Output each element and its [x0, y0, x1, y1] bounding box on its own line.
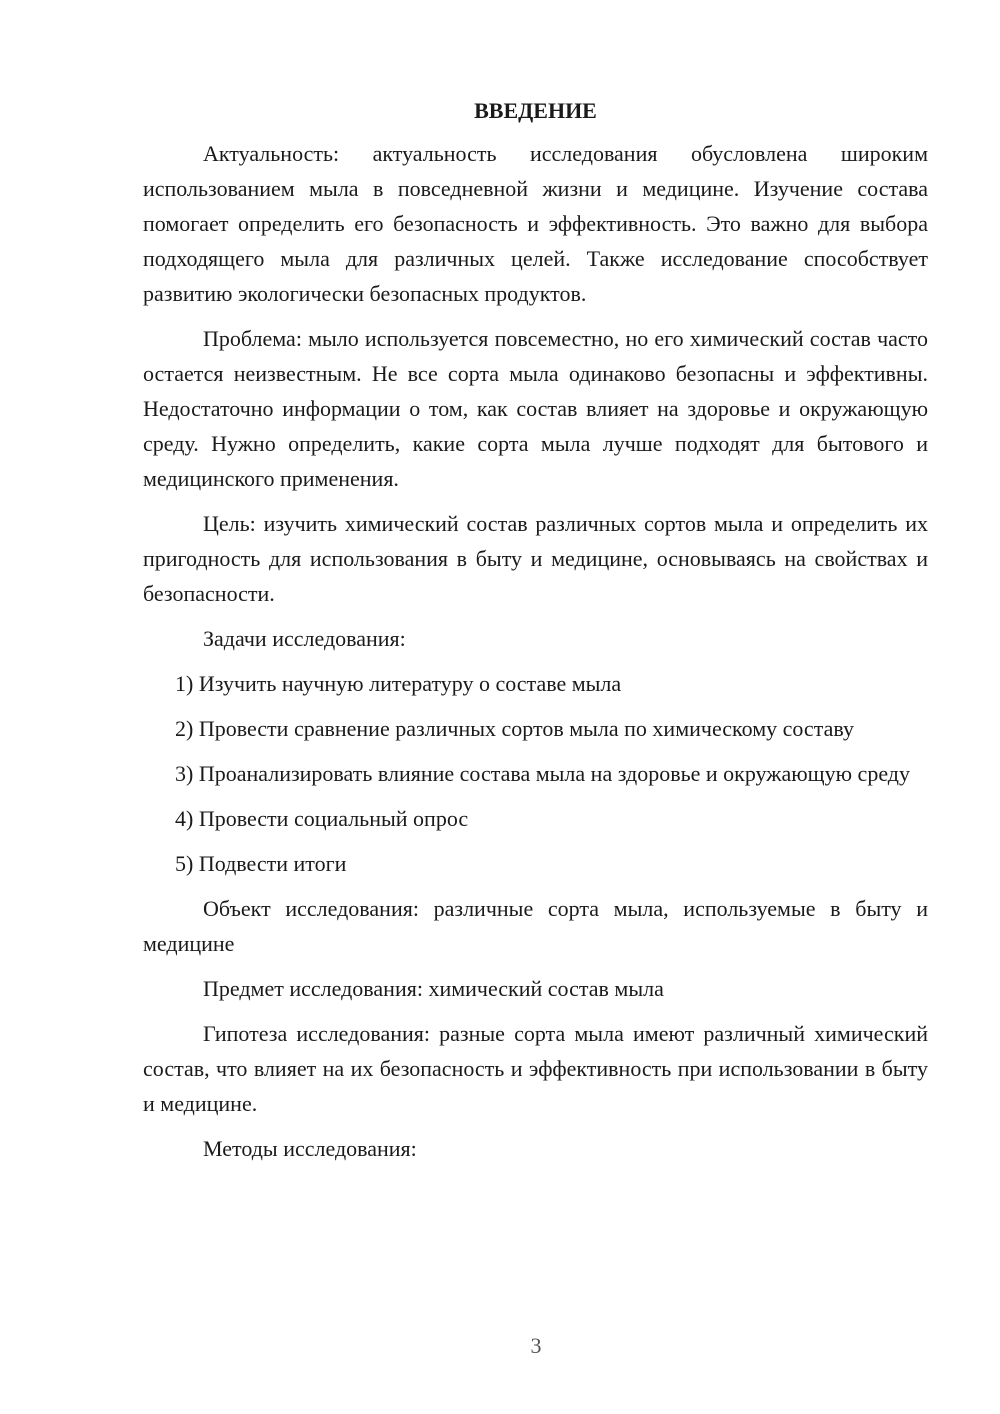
task-item: 1) Изучить научную литературу о составе мыла	[175, 671, 622, 696]
object-paragraph: Объект исследования: различные сорта мыла, используемые в быту и медицине	[143, 896, 928, 956]
page-content	[143, 96, 928, 1176]
task-item: 5) Подвести итоги	[175, 851, 347, 876]
relevance-paragraph: Актуальность: актуальность исследования обусловлена широким использованием мыла в повседневной жизни и медицине. Изучение состава помогает определить его безопасность и эффективность. Это важно для выбора подходящего мыла для различных целей. Также исследование способствует развитию экологически безопасных продуктов.	[143, 141, 928, 306]
section-title: ВВЕДЕНИЕ	[474, 98, 597, 123]
goal-paragraph: Цель: изучить химический состав различных сортов мыла и определить их пригодность для использования в быту и медицине, основываясь на свойствах и безопасности.	[143, 511, 928, 606]
methods-heading: Методы исследования:	[203, 1136, 417, 1161]
hypothesis-paragraph: Гипотеза исследования: разные сорта мыла имеют различный химический состав, что влияет на их безопасность и эффективность при использовании в быту и медицине.	[143, 1021, 928, 1116]
subject-paragraph: Предмет исследования: химический состав мыла	[203, 976, 664, 1001]
problem-paragraph: Проблема: мыло используется повсеместно, но его химический состав часто остается неизвестным. Не все сорта мыла одинаково безопасны и эффективны. Недостаточно информации о том, как состав влияет на здоровье и окружающую среду. Нужно определить, какие сорта мыла лучше подходят для бытового и медицинского применения.	[143, 326, 928, 491]
page-number: 3	[530, 1333, 542, 1358]
task-item: 2) Провести сравнение различных сортов мыла по химическому составу	[175, 716, 854, 741]
task-item: 3) Проанализировать влияние состава мыла на здоровье и окружающую среду	[175, 761, 910, 786]
tasks-heading: Задачи исследования:	[203, 626, 406, 651]
task-item: 4) Провести социальный опрос	[175, 806, 469, 831]
